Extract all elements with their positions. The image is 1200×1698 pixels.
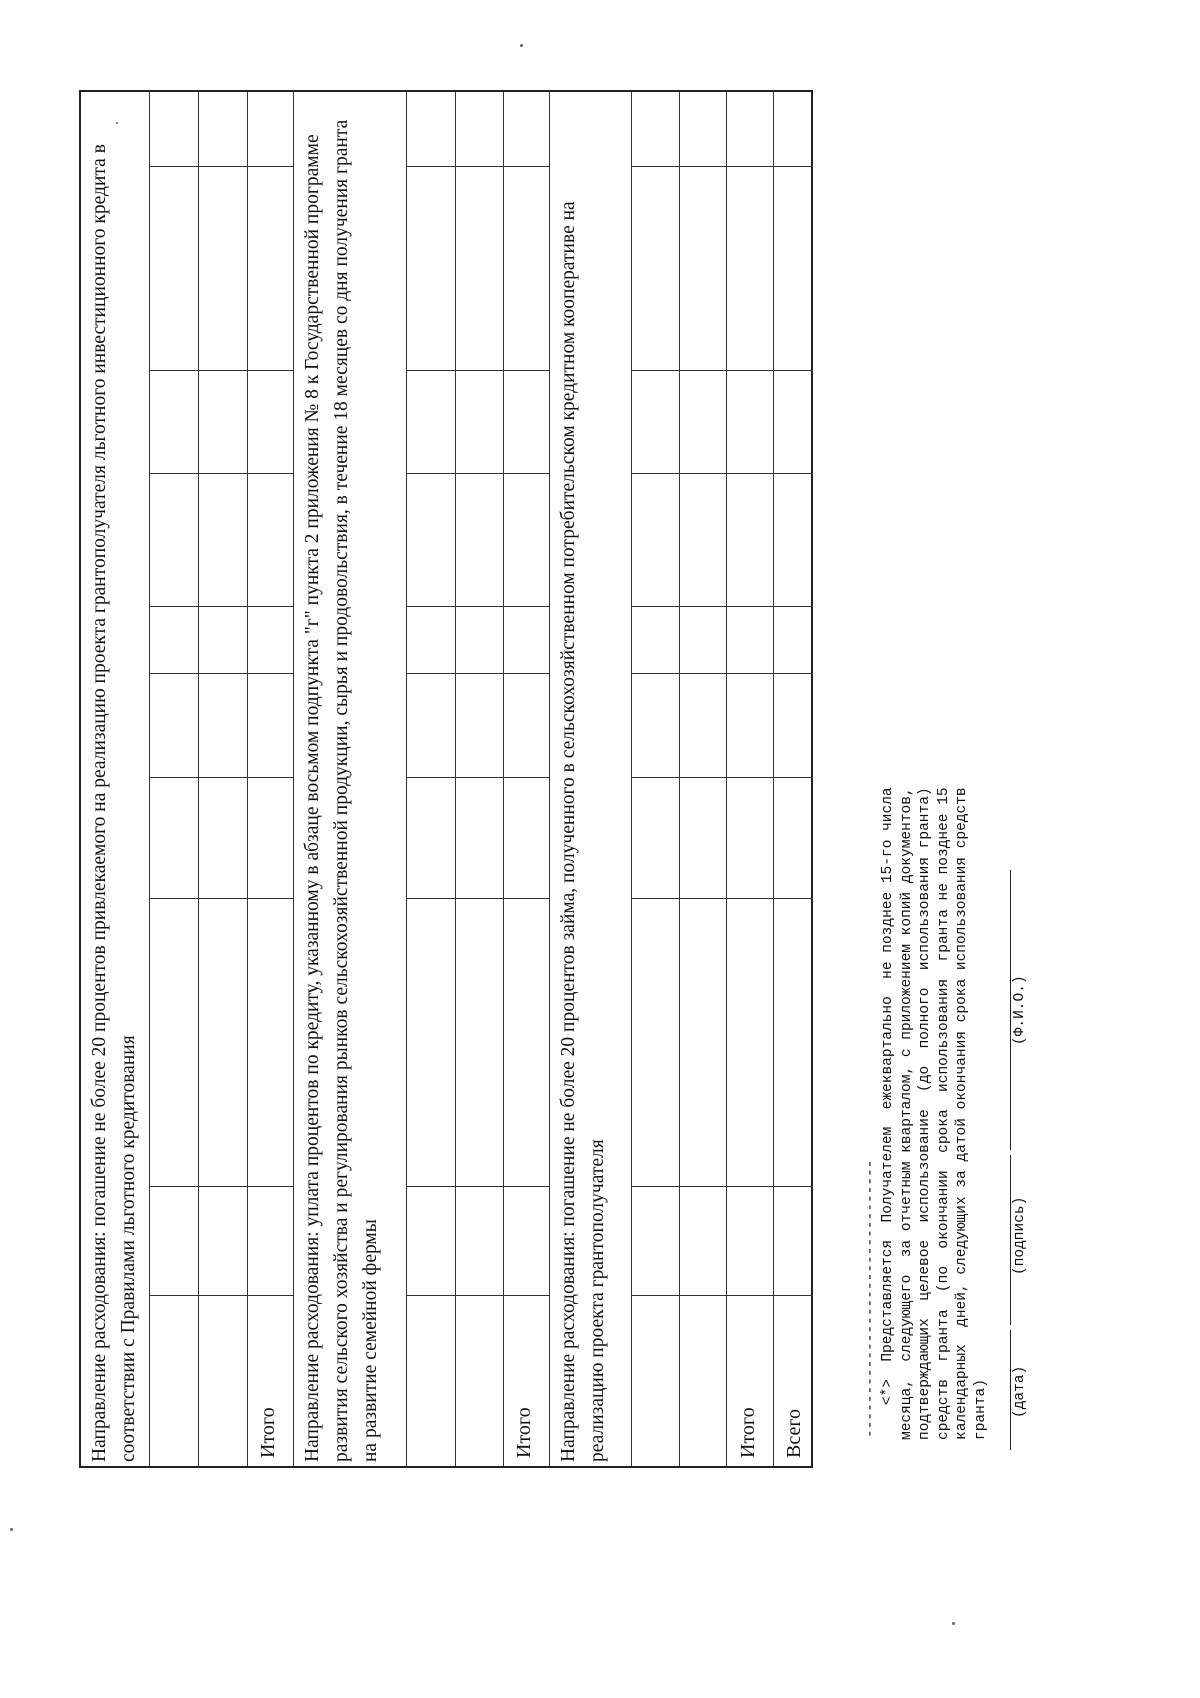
- date-line: [1010, 1330, 1011, 1450]
- expense-table: [79, 90, 813, 1468]
- footnote-line: календарных дней, следующих за датой окончания срока использования средств: [954, 787, 971, 1440]
- footnote-line: подтверждающих целевое использование (до полного использования гранта): [917, 787, 934, 1440]
- section-3-subtotal-label: Итого: [737, 1407, 759, 1458]
- footnote-line: <*> Представляется Получателем ежеквартально не позднее 15-го числа: [880, 787, 896, 1440]
- section-1-heading: Направление расходования: погашение не более 20 процентов привлекаемого на реализацию проекта грантополучателя льготного инвестиционного кредита в соответствии с Правилами льготного кредитования: [89, 144, 139, 1462]
- section-1-subtotal-label: Итого: [257, 1407, 279, 1458]
- signature-caption: (подпись): [1012, 1196, 1028, 1275]
- section-2-subtotal-label: Итого: [513, 1407, 535, 1458]
- section-2-heading: Направление расходования: уплата процентов по кредиту, указанному в абзаце восьмом подпункта "г" пункта 2 приложения № 8 к Государственной программе развития сельского хозяйства и регулирования рынков сельскохозяйственной продукции, сырья и продовольствия, в течение 18 месяцев со дня получения гранта на развитие семейной фермы: [302, 119, 381, 1462]
- footnote-line: месяца, следующего за отчетным кварталом, с приложением копий документов,: [898, 787, 915, 1440]
- footnote-line: средств гранта (по окончании срока использования гранта не позднее 15: [935, 787, 952, 1440]
- date-caption: (дата): [1012, 1365, 1028, 1418]
- section-3-heading: Направление расходования: погашение не более 20 процентов займа, полученного в сельскохозяйственном потребительском кредитном кооперативе на реализацию проекта грантополучателя: [558, 201, 608, 1462]
- name-caption: (Ф.И.О.): [1012, 975, 1028, 1045]
- grand-total-label: Всего: [783, 1408, 805, 1458]
- footnote-separator: --------------------------------: [863, 1159, 879, 1438]
- name-line: [1010, 870, 1011, 1150]
- footnote-line: гранта): [972, 1379, 989, 1440]
- footnote: [879, 787, 991, 1440]
- signature-line: [1010, 1155, 1011, 1325]
- scan-speck: [952, 1622, 955, 1625]
